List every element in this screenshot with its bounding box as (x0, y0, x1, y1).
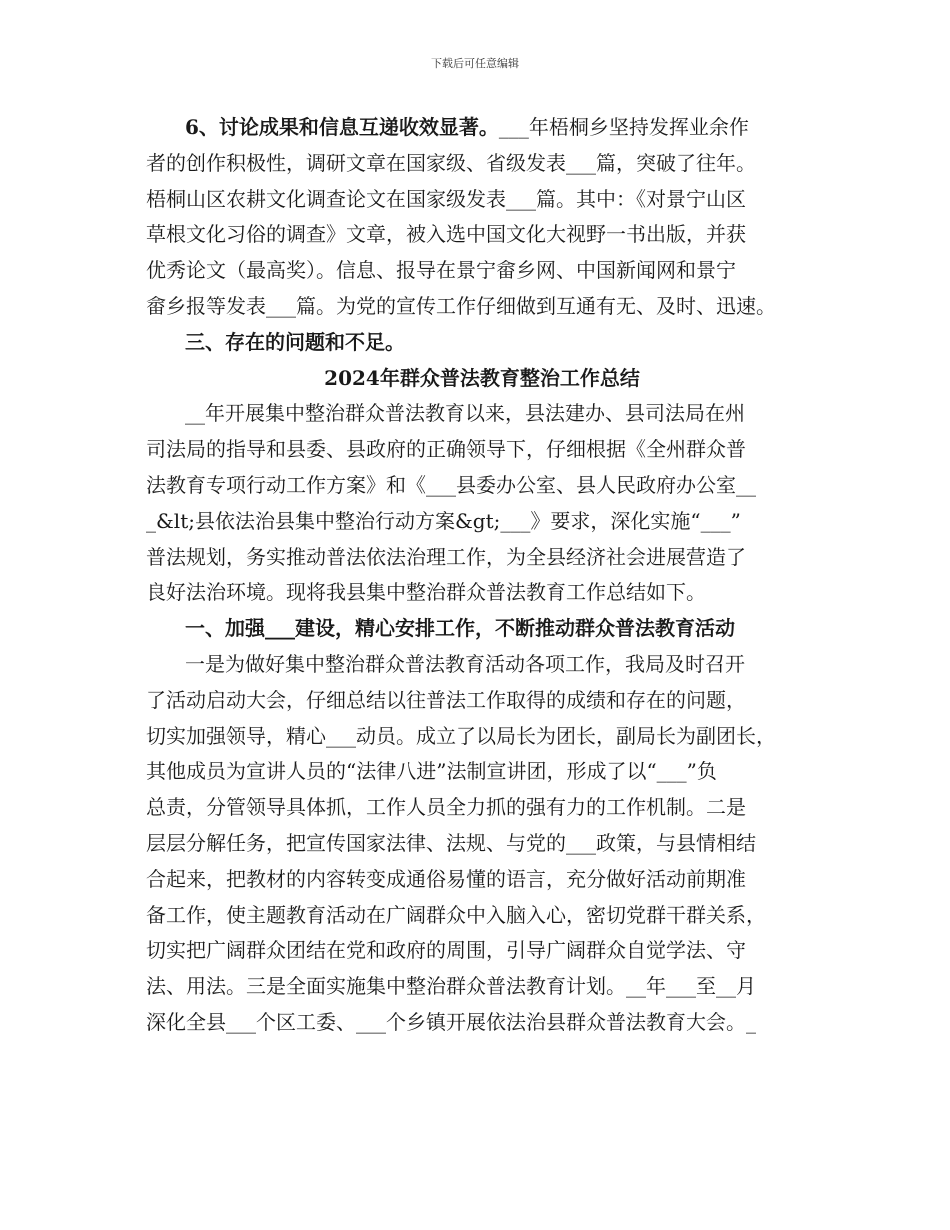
text-line (142, 110, 822, 146)
text-line (142, 217, 822, 253)
text-line (142, 468, 822, 504)
body-text: 者的创作积极性，调研文章在国家级、省级发表___篇，突破了往年。 (146, 150, 756, 175)
bold-text: 2024年群众普法教育整治工作总结 (324, 365, 640, 390)
text-line (142, 647, 822, 683)
body-text: 梧桐山区农耕文化调查论文在国家级发表___篇。其中：《对景宁山区 (146, 186, 746, 211)
text-line (142, 575, 822, 611)
body-text: 其他成员为宣讲人员的“法律八进”法制宣讲团，形成了以“___”负 (146, 759, 717, 784)
bold-text: 三、存在的问题和不足。 (185, 329, 405, 354)
text-line (142, 432, 822, 468)
text-line (142, 504, 822, 540)
bold-text: 一、加强___建设，精心安排工作，不断推动群众普法教育活动 (185, 616, 735, 641)
body-text: __年开展集中整治群众普法教育以来，县法建办、县司法局在州 (185, 401, 745, 426)
body-text: 法、用法。三是全面实施集中整治群众普法教育计划。__年___至__月 (146, 974, 756, 999)
body-text: 一是为做好集中整治群众普法教育活动各项工作，我局及时召开 (185, 651, 745, 676)
text-line (142, 182, 822, 218)
body-text: ___年梧桐乡坚持发挥业余作 (498, 115, 749, 139)
text-line (142, 289, 822, 325)
body-text: 普法规划，务实推动普法依法治理工作，为全县经济社会进展营造了 (146, 544, 746, 569)
text-line (142, 826, 822, 862)
body-text: 良好法治环境。现将我县集中整治群众普法教育工作总结如下。 (146, 580, 706, 605)
section-title (142, 361, 822, 397)
body-text: 切实加强领导，精心___动员。成立了以局长为团长，副局长为副团长， (146, 723, 776, 748)
body-text: 深化全县___个区工委、___个乡镇开展依法治县群众普法教育大会。_ (146, 1009, 756, 1034)
body-text: 合起来，把教材的内容转变成通俗易懂的语言，充分做好活动前期准 (146, 866, 746, 891)
body-text: 畲乡报等发表___篇。为党的宣传工作仔细做到互通有无、及时、迅速。 (146, 293, 776, 318)
text-line (142, 862, 822, 898)
text-line (142, 540, 822, 576)
body-text: 草根文化习俗的调查》文章，被入选中国文化大视野一书出版，并获 (146, 222, 746, 247)
text-line (142, 754, 822, 790)
text-line (142, 146, 822, 182)
header-note: 下载后可任意编辑 (431, 57, 519, 70)
text-line (142, 1005, 822, 1041)
text-line (142, 683, 822, 719)
body-text: 层层分解任务，把宣传国家法律、法规、与党的___政策，与县情相结 (146, 830, 756, 855)
text-line (142, 898, 822, 934)
body-text: 司法局的指导和县委、县政府的正确领导下，仔细根据《全州群众普 (146, 437, 746, 462)
text-line (142, 611, 822, 647)
body-text: 优秀论文（最高奖）。信息、报导在景宁畲乡网、中国新闻网和景宁 (146, 258, 736, 283)
text-line (142, 325, 822, 361)
body-text: 备工作，使主题教育活动在广阔群众中入脑入心，密切党群干群关系， (146, 902, 766, 927)
text-line (142, 969, 822, 1005)
body-text: 法教育专项行动工作方案》和《___县委办公室、县人民政府办公室__ (146, 472, 756, 497)
body-text: 总责，分管领导具体抓，工作人员全力抓的强有力的工作机制。二是 (146, 795, 746, 820)
text-line (142, 933, 822, 969)
document-body (142, 110, 822, 1041)
body-text: 了活动启动大会，仔细总结以往普法工作取得的成绩和存在的问题， (146, 687, 746, 712)
body-text: _&lt;县依法治县集中整治行动方案&gt;___》要求，深化实施“___” (146, 508, 741, 533)
body-text: 切实把广阔群众团结在党和政府的周围，引导广阔群众自觉学法、守 (146, 938, 746, 963)
text-line (142, 396, 822, 432)
bold-text: 6、讨论成果和信息互递收效显著。 (185, 115, 499, 139)
text-line (142, 790, 822, 826)
text-line (142, 253, 822, 289)
text-line (142, 719, 822, 755)
